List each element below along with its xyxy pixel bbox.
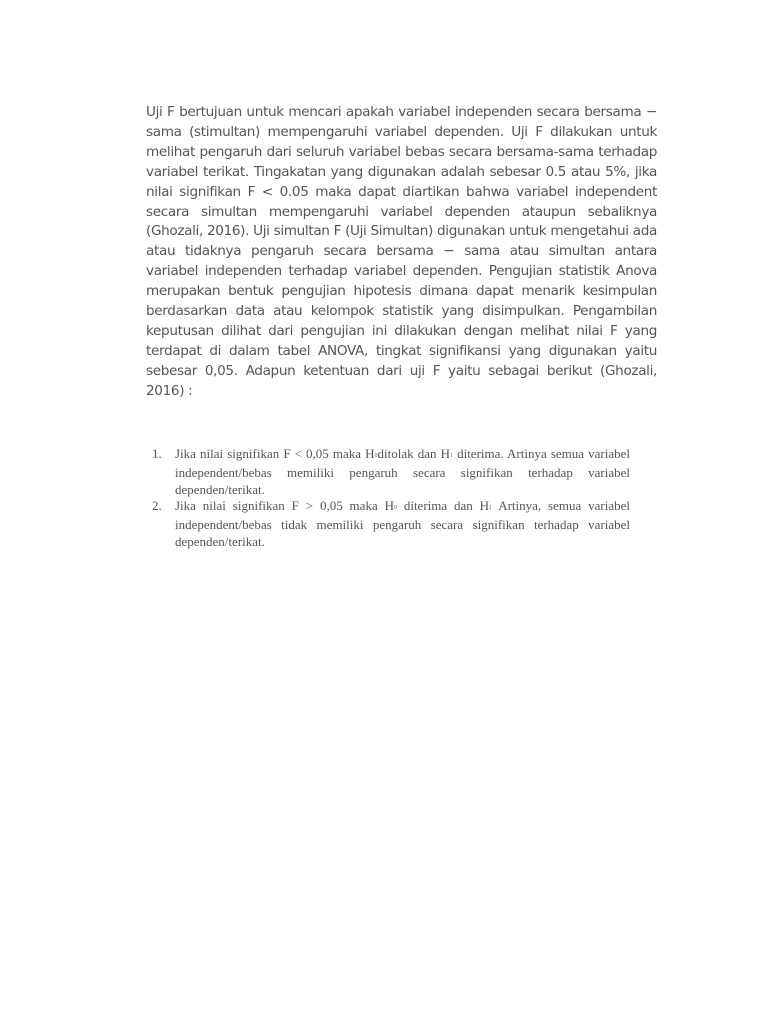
criteria-list (146, 446, 630, 551)
list-item (146, 446, 630, 498)
list-item-number: 2. (152, 498, 162, 514)
subscript: 1 (449, 453, 453, 459)
subscript: 1 (489, 505, 493, 512)
list-item-text: Jika nilai signifikan F > 0,05 maka H (175, 498, 394, 514)
list-item (146, 498, 630, 550)
list-item-number: 1. (152, 446, 162, 461)
list-item-text: Jika nilai signifikan F < 0,05 maka H (175, 446, 375, 461)
body-paragraph: Uji F bertujuan untuk mencari apakah variabel independen secara bersama − sama (stimultan) mempengaruhi variabel dependen. Uji F dilakukan untuk melihat pengaruh dari seluruh variabel bebas secara bersama-sama terhadap variabel terikat. Tingakatan yang digunakan adalah sebesar 0.5 atau 5%, jika nilai signifikan F < 0.05 maka dapat diartikan bahwa variabel independent secara simultan mempengaruhi variabel dependen ataupun sebaliknya (Ghozali, 2016). Uji simultan F (Uji Simultan) digunakan untuk mengetahui ada atau tidaknya pengaruh secara bersama − sama atau simultan antara variabel independen terhadap variabel dependen. Pengujian statistik Anova merupakan bentuk pengujian hipotesis dimana dapat menarik kesimpulan berdasarkan data atau kelompok statistik yang disimpulkan. Pengambilan keputusan dilihat dari pengujian ini dilakukan dengan melihat nilai F yang terdapat di dalam tabel ANOVA, tingkat signifikansi yang digunakan yaitu sebesar 0,05. Adapun ketentuan dari uji F yaitu sebagai berikut (Ghozali, 2016) : (146, 104, 657, 399)
subscript: 0 (374, 453, 378, 459)
subscript: 0 (393, 505, 397, 512)
list-item-text: diterima dan H (396, 498, 490, 514)
list-item-text: ditolak dan H (377, 446, 450, 461)
list-item-text: diterima. Artinya semua variabel independent/bebas memiliki pengaruh secara signifikan terhadap variabel dependen/terikat. (175, 446, 630, 497)
list-item-text: Artinya, semua variabel independent/bebas tidak memiliki pengaruh secara signifikan terhadap variabel dependen/terikat. (175, 498, 630, 549)
